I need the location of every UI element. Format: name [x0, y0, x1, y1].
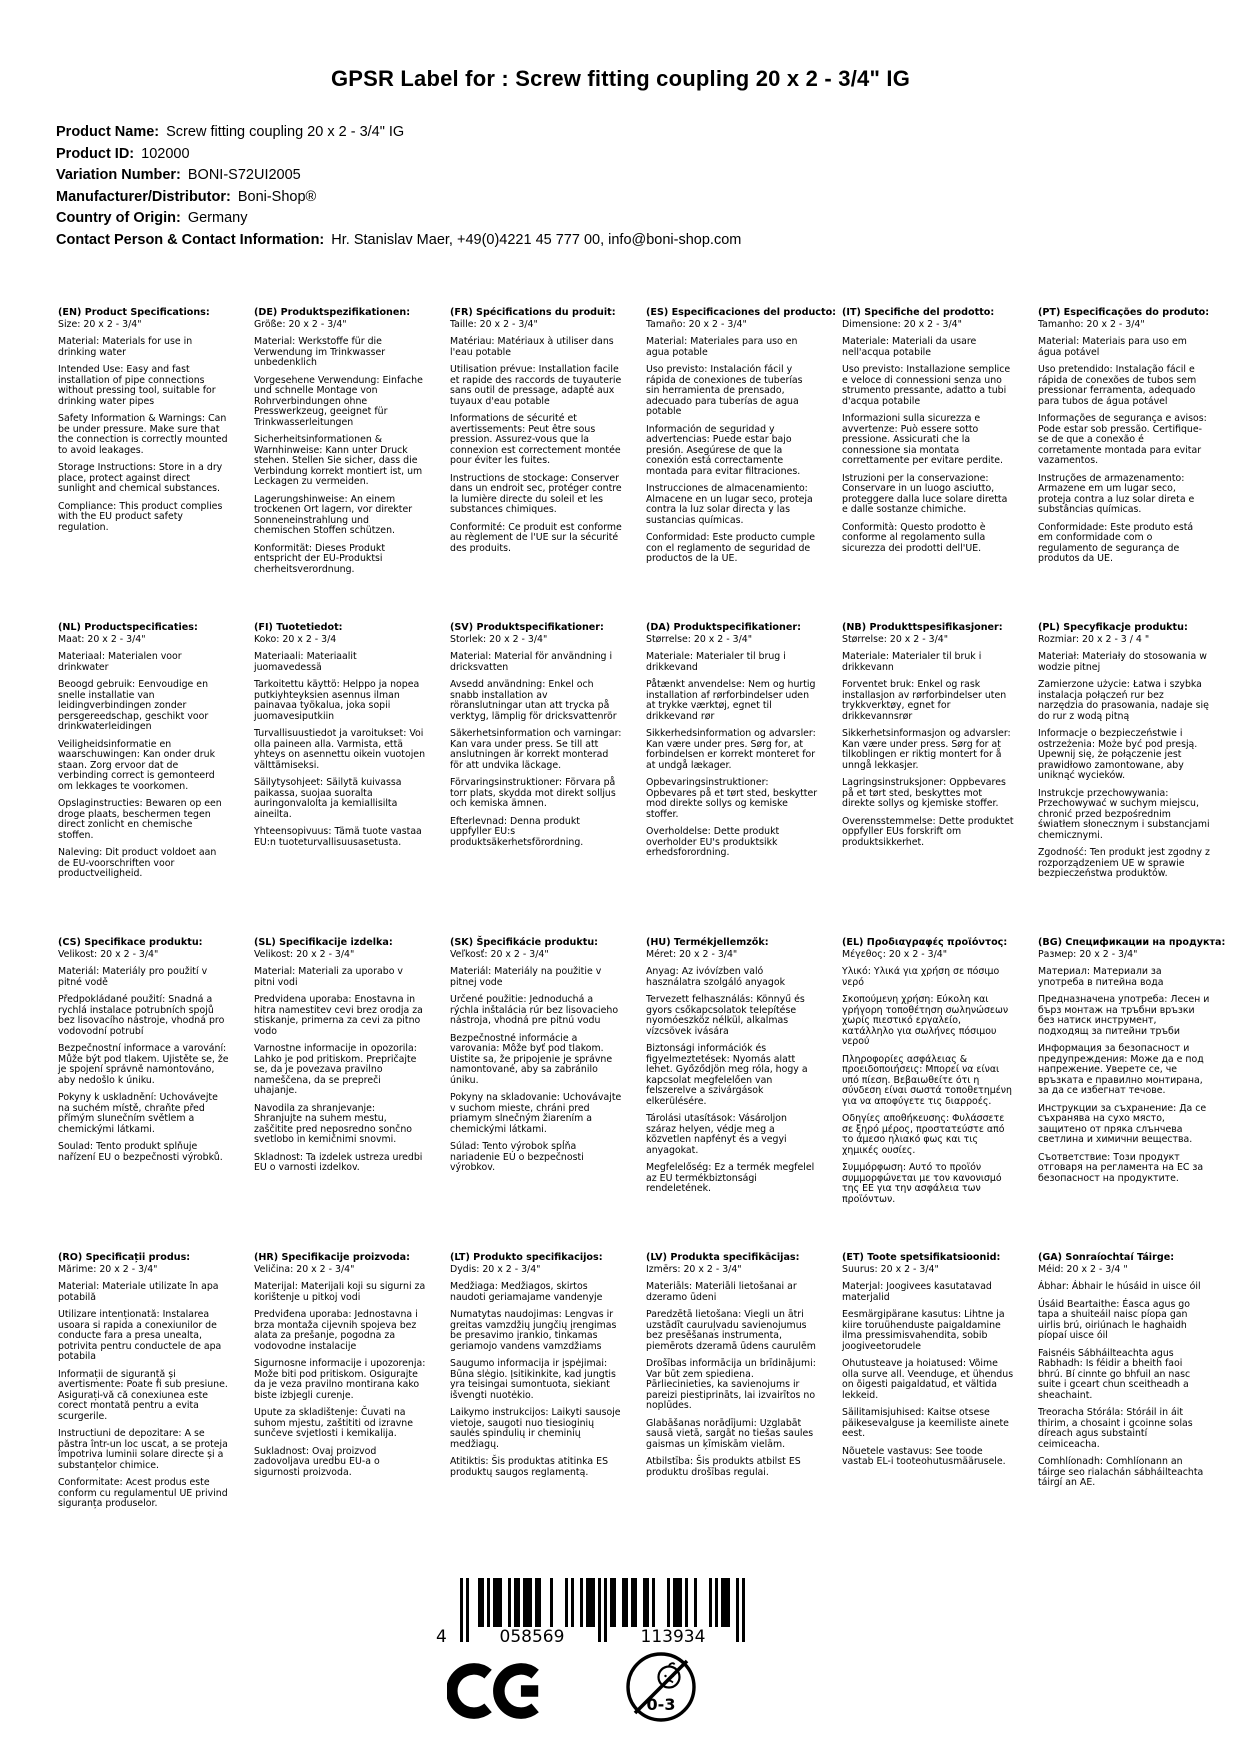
block-paragraph: Materjal: Joogivees kasutatavad materjalid [842, 1281, 992, 1303]
product-info-value: Hr. Stanislav Maer, +49(0)4221 45 777 00, info@boni-shop.com [331, 231, 742, 248]
block-paragraph: Koko: 20 x 2 - 3/4 [254, 633, 337, 645]
block-paragraph: Dimensione: 20 x 2 - 3/4" [842, 318, 962, 330]
language-block-lt [450, 1253, 622, 1568]
block-paragraph: Rozmiar: 20 x 2 - 3 / 4 " [1038, 633, 1150, 645]
age-warning-0-3-icon [624, 1650, 698, 1724]
block-paragraph: Predviđena uporaba: Jednostavna i brza montaža cijevnih spojeva bez alata za prešanje, pogodna za vodovodne instalacije [254, 1309, 418, 1352]
block-paragraph: Suurus: 20 x 2 - 3/4" [842, 1263, 939, 1275]
barcode-left-digits: 058569 [469, 1627, 595, 1647]
block-paragraph: Navodila za shranjevanje: Shranjujte na suhem mestu, zaščitite pred neposredno sončno svetlobo in kemičnimi snovmi. [254, 1102, 413, 1146]
product-info-value: Germany [187, 210, 248, 226]
block-paragraph: Soulad: Tento produkt splňuje nařízení EU o bezpečnosti výrobků. [58, 1141, 223, 1163]
block-paragraph: Material: Materiale utilizate în apa potabilă [58, 1281, 219, 1303]
language-block-da [646, 623, 818, 938]
block-paragraph: Materiale: Materialer til brug i drikkevand [646, 651, 786, 673]
block-paragraph: Materiál: Materiály na použitie v pitnej vode [450, 966, 602, 988]
block-paragraph: Säkerhetsinformation och varningar: Kan vara under press. Se till att anslutningen är korrekt monterad för att undvika läckage. [450, 728, 622, 771]
block-header: (DE) Produktspezifikationen: [254, 307, 411, 318]
block-header: (ES) Especificaciones del producto: [646, 307, 837, 318]
block-paragraph: Υλικό: Υλικά για χρήση σε πόσιμο νερό [842, 966, 1000, 988]
block-header: (ET) Toote spetsifikatsioonid: [842, 1252, 1001, 1263]
block-paragraph: Drošības informācija un brīdinājumi: Var būt zem spiediena. Pārliecinieties, ka savienojums ir pareizi piestiprināts, lai izvairītos no noplūdes. [646, 1358, 816, 1412]
block-paragraph: Overholdelse: Dette produkt overholder EU's produktsikk erhedsforordning. [646, 826, 780, 859]
block-paragraph: Taille: 20 x 2 - 3/4" [450, 318, 538, 330]
block-paragraph: Instruções de armazenamento: Armazene em um lugar seco, proteja contra a luz solar direta e substâncias químicas. [1038, 472, 1195, 516]
block-paragraph: Sukladnost: Ovaj proizvod zadovoljava uredbu EU-a o sigurnosti proizvoda. [254, 1445, 380, 1478]
product-info-label: Contact Person & Contact Information: [56, 231, 325, 248]
block-paragraph: Инструкции за съхранение: Да се съхранява на сухо място, защитено от пряка слънчева светлина и химични вещества. [1038, 1102, 1207, 1146]
block-paragraph: Conformitate: Acest produs este conform cu regulamentul UE privind siguranța produselor. [58, 1477, 228, 1510]
block-paragraph: Forventet bruk: Enkel og rask installasjon av rørforbindelser uten trykkverktøy, egnet for drikkevannsrør [842, 679, 1007, 722]
language-block-fr [450, 308, 622, 623]
block-paragraph: Säilytysohjeet: Säilytä kuivassa paikassa, suojaa suoralta auringonvalolta ja kemiallisilta aineilta. [254, 777, 402, 820]
block-paragraph: Upute za skladištenje: Čuvati na suhom mjestu, zaštititi od izravne sunčeve svjetlosti i kemikalija. [254, 1407, 414, 1440]
block-paragraph: Sigurnosne informacije i upozorenja: Može biti pod pritiskom. Osigurajte da je veza pravilno montirana kako biste izbjegli curenje. [254, 1358, 426, 1401]
block-header: (NL) Productspecificaties: [58, 622, 198, 633]
block-paragraph: Dydis: 20 x 2 - 3/4" [450, 1263, 541, 1275]
block-paragraph: Glabāšanas norādījumi: Uzglabāt sausā vietā, sargāt no tiešas saules gaismas un ķīmiskām vielām. [646, 1417, 814, 1450]
product-info-value: Boni-Shop® [237, 188, 317, 205]
block-paragraph: Förvaringsinstruktioner: Förvara på torr plats, skydda mot direkt solljus och kemiska ämnen. [450, 777, 616, 810]
block-paragraph: Conformité: Ce produit est conforme au règlement de l'UE sur la sécurité des produits. [450, 521, 622, 554]
block-paragraph: Storlek: 20 x 2 - 3/4" [450, 633, 548, 645]
block-paragraph: Material: Materiais para uso em água potável [1038, 336, 1187, 358]
block-paragraph: Bezpečnostné informácie a varovania: Môže byť pod tlakom. Uistite sa, že pripojenie je správne namontované, aby sa zabránilo úniku. [450, 1032, 613, 1086]
block-header: (DA) Produktspecifikationer: [646, 622, 801, 633]
block-paragraph: Material: Werkstoffe für die Verwendung im Trinkwasser unbedenklich [254, 336, 386, 369]
language-block-it [842, 308, 1014, 623]
block-paragraph: Megfelelőség: Ez a termék megfelel az EU termékbiztonsági rendeletének. [646, 1162, 815, 1195]
block-header: (FI) Tuotetiedot: [254, 622, 343, 633]
language-block-bg [1038, 937, 1226, 1253]
block-header: (FR) Spécifications du produit: [450, 307, 616, 318]
language-block-et [842, 1253, 1014, 1568]
product-info-row [56, 144, 741, 166]
product-info-row [56, 122, 741, 144]
page-title: GPSR Label for : Screw fitting coupling 20 x 2 - 3/4" IG [330, 66, 911, 91]
block-paragraph: Størrelse: 20 x 2 - 3/4" [646, 633, 753, 645]
block-paragraph: Súlad: Tento výrobok spĺňa nariadenie EÚ o bezpečnosti výrobkov. [450, 1141, 584, 1174]
language-block-ro [58, 1253, 230, 1568]
block-paragraph: Laikymo instrukcijos: Laikyti sausoje vietoje, saugoti nuo tiesioginių saulės spindulių ir cheminių medžiagų. [450, 1407, 621, 1450]
block-header: (EL) Προδιαγραφές προϊόντος: [842, 937, 1008, 948]
block-paragraph: Materiaali: Materiaalit juomavedessä [254, 651, 357, 673]
block-paragraph: Velikost: 20 x 2 - 3/4" [58, 948, 159, 960]
language-block-pt [1038, 308, 1210, 623]
block-header: (SL) Specifikacije izdelka: [254, 937, 393, 948]
block-paragraph: Faisnéis Sábháilteachta agus Rabhadh: Is féidir a bheith faoi bhrú. Bí cinnte go bhfuil an nasc suite i gceart chun sceitheadh a sheachaint. [1038, 1347, 1191, 1401]
block-paragraph: Lagringsinstruksjoner: Oppbevares på et tørt sted, beskyttes mot direkte sollys og kjemiske stoffer. [842, 777, 1006, 810]
block-paragraph: Velikost: 20 x 2 - 3/4" [254, 948, 355, 960]
block-paragraph: Materiał: Materiały do stosowania w wodzie pitnej [1038, 651, 1207, 673]
block-paragraph: Информация за безопасност и предупреждения: Може да е под напрежение. Уверете се, че връзката е правилно монтирана, за да се избегнат течове. [1038, 1043, 1204, 1097]
block-paragraph: Beoogd gebruik: Eenvoudige en snelle installatie van leidingverbindingen zonder persgereedschap, geschikt voor drinkwaterleidingen [58, 679, 209, 733]
block-paragraph: Treoracha Stórála: Stóráil in áit thirim, a chosaint i gcoinne solas díreach agus substaintí ceimiceacha. [1038, 1407, 1193, 1450]
block-paragraph: Πληροφορίες ασφάλειας & προειδοποιήσεις: Μπορεί να είναι υπό πίεση. Βεβαιωθείτε ότι η σύνδεση είναι σωστά τοποθετημένη για να αποφύγετε τις διαρροές. [842, 1053, 1012, 1107]
block-header: (EN) Product Specifications: [58, 307, 210, 318]
block-paragraph: Atbilstība: Šis produkts atbilst ES produktu drošības regulai. [646, 1456, 801, 1478]
block-paragraph: Saugumo informacija ir įspėjimai: Būna slėgio. Įsitikinkite, kad jungtis yra teisingai sumontuota, siekiant išvengti nuotėkio. [450, 1358, 616, 1401]
block-header: (SV) Produktspecifikationer: [450, 622, 604, 633]
block-paragraph: Istruzioni per la conservazione: Conservare in un luogo asciutto, proteggere dalla luce solare diretta e dalle sostanze chimiche. [842, 472, 1008, 516]
block-paragraph: Izmērs: 20 x 2 - 3/4" [646, 1263, 742, 1275]
block-paragraph: Conformità: Questo prodotto è conforme al regolamento sulla sicurezza dei prodotti dell'UE. [842, 521, 986, 554]
block-paragraph: Pokyny na skladovanie: Uchovávajte v suchom mieste, chráni pred priamym slnečným žiarením a chemickými látkami. [450, 1092, 622, 1135]
block-header: (LT) Produkto specifikacijos: [450, 1252, 603, 1263]
block-paragraph: Atitiktis: Šis produktas atitinka ES produktų saugos reglamentą. [450, 1456, 609, 1478]
language-block-ga [1038, 1253, 1210, 1568]
block-paragraph: Μέγεθος: 20 x 2 - 3/4" [842, 948, 948, 960]
block-paragraph: Méid: 20 x 2 - 3/4 " [1038, 1263, 1128, 1275]
language-block-nl [58, 623, 230, 938]
block-paragraph: Zgodność: Ten produkt jest zgodny z rozporządzeniem UE w sprawie bezpieczeństwa produktów. [1038, 847, 1210, 880]
block-paragraph: Sikkerhedsinformation og advarsler: Kan være under pres. Sørg for, at forbindelsen er korrekt monteret for at undgå lækager. [646, 728, 816, 771]
product-info-value: Screw fitting coupling 20 x 2 - 3/4" IG [166, 124, 405, 140]
ean-barcode [438, 1578, 750, 1650]
block-paragraph: Medžiaga: Medžiagos, skirtos naudoti geriamajame vandenyje [450, 1281, 603, 1303]
block-paragraph: Conformidad: Este producto cumple con el reglamento de seguridad de productos de la UE. [646, 532, 816, 565]
block-paragraph: Uso pretendido: Instalação fácil e rápida de conexões de tubos sem pressionar ferramenta, adequado para tubos de água potável [1038, 364, 1197, 407]
block-header: (PT) Especificações do produto: [1038, 307, 1210, 318]
block-paragraph: Size: 20 x 2 - 3/4" [58, 318, 142, 330]
block-paragraph: Tárolási utasítások: Vásároljon száraz helyen, védje meg a közvetlen napfényt és a vegyi anyagokat. [646, 1113, 787, 1156]
block-paragraph: Instructiuni de depozitare: A se păstra într-un loc uscat, a se proteja împotriva luminii solare directe și a substanțelor chimice. [58, 1428, 228, 1471]
language-block-sl [254, 938, 426, 1253]
block-paragraph: Určené použitie: Jednoduchá a rýchla inštalácia rúr bez lisovacieho nástroja, vhodná pre pitnú vodu [450, 994, 619, 1027]
block-paragraph: Información de seguridad y advertencias: Puede estar bajo presión. Asegúrese de que la conexión está correctamente montada para evitar filtraciones. [646, 423, 801, 477]
block-paragraph: Instrucciones de almacenamiento: Almacene en un lugar seco, proteja contra la luz solar directa y las sustancias químicas. [646, 483, 813, 526]
block-paragraph: Avsedd användning: Enkel och snabb installation av röranslutningar utan att trycka på verktyg, lämplig för dricksvattenrör [450, 679, 617, 722]
block-paragraph: Tarkoitettu käyttö: Helppo ja nopea putkiyhteyksien asennus ilman painavaa työkalua, joka sopii juomavesiputkiin [254, 679, 420, 722]
block-paragraph: Předpokládané použití: Snadná a rychlá instalace potrubních spojů bez lisovacího nástroje, vhodná pro vodovodní potrubí [58, 994, 225, 1037]
language-block-es [646, 307, 837, 623]
product-info-label: Manufacturer/Distributor: [56, 188, 231, 205]
product-info-row [56, 187, 741, 209]
block-paragraph: Материал: Материали за употреба в питейна вода [1038, 966, 1164, 988]
product-info-row [56, 165, 741, 187]
block-paragraph: Informações de segurança e avisos: Pode estar sob pressão. Certifique-se de que a conexão é corretamente montada para evitar vazamentos. [1038, 413, 1207, 467]
barcode-first-digit: 4 [436, 1627, 447, 1647]
block-paragraph: Pokyny k uskladnění: Uchovávejte na suchém místě, chraňte před přímým slunečním světlem a chemickými látkami. [58, 1092, 218, 1135]
block-header: (LV) Produkta specifikācijas: [646, 1252, 800, 1263]
block-paragraph: Ábhar: Ábhair le húsáid in uisce óil [1038, 1281, 1201, 1293]
block-paragraph: Materijal: Materijali koji su sigurni za korištenje u pitkoj vodi [254, 1281, 426, 1303]
block-paragraph: Turvallisuustiedot ja varoitukset: Voi olla paineen alla. Varmista, että yhteys on asennettu oikein vuotojen välttämiseksi. [254, 728, 426, 771]
block-paragraph: Bezpečnostní informace a varování: Může být pod tlakem. Ujistěte se, že je spojení správně namontováno, aby nedošlo k úniku. [58, 1043, 229, 1086]
block-paragraph: Sicherheitsinformationen & Warnhinweise: Kann unter Druck stehen. Stellen Sie sicher, dass die Verbindung korrekt montiert ist, um Leckagen zu vermeiden. [254, 434, 423, 488]
block-paragraph: Matériau: Matériaux à utiliser dans l'eau potable [450, 336, 614, 358]
block-paragraph: Съответствие: Този продукт отговаря на регламента на ЕС за безопасност на продуктите. [1038, 1151, 1204, 1184]
block-paragraph: Yhteensopivuus: Tämä tuote vastaa EU:n tuoteturvallisuusasetusta. [254, 826, 422, 848]
block-paragraph: Utilisation prévue: Installation facile et rapide des raccords de tuyauterie sans outil de pressage, adapté aux tuyaux d'eau potable [450, 364, 622, 407]
product-info-label: Product Name: [56, 124, 160, 140]
block-paragraph: Safety Information & Warnings: Can be under pressure. Make sure that the connection is correctly mounted to avoid leakages. [58, 413, 228, 456]
language-block-hu [646, 938, 818, 1253]
product-info-value: 102000 [141, 145, 190, 162]
block-paragraph: Sikkerhetsinformasjon og advarsler: Kan være under press. Sørg for at tilkoblingen er riktig montert for å unngå lekkasjer. [842, 728, 1011, 771]
block-paragraph: Efterlevnad: Denna produkt uppfyller EU:s produktsäkerhetsförordning. [450, 815, 584, 848]
product-info-value: BONI-S72UI2005 [187, 167, 301, 183]
block-paragraph: Vorgesehene Verwendung: Einfache und schnelle Montage von Rohrverbindungen ohne Presswerkzeug, geeignet für Trinkwasserleitungen [254, 374, 423, 428]
block-paragraph: Compliance: This product complies with the EU product safety regulation. [58, 500, 223, 533]
block-paragraph: Material: Materiales para uso en agua potable [646, 336, 798, 358]
language-block-fi [254, 623, 426, 938]
block-paragraph: Säilitamisjuhised: Kaitse otsese päikesevalguse ja keemiliste ainete eest. [842, 1407, 1009, 1440]
product-info-label: Country of Origin: [56, 210, 181, 226]
block-paragraph: Biztonsági információk és figyelmeztetések: Nyomás alatt lehet. Győződjön meg róla, hogy a kapcsolat megfelelően van felszerelve a szivárgások elkerülésére. [646, 1043, 808, 1107]
language-block-cs [58, 938, 230, 1253]
block-paragraph: Informations de sécurité et avertissements: Peut être sous pression. Assurez-vous que la connexion est correctement montée pour éviter les fuites. [450, 413, 621, 467]
block-paragraph: Materiale: Materialer til bruk i drikkevann [842, 651, 982, 673]
block-header: (SK) Špecifikácie produktu: [450, 937, 599, 948]
block-paragraph: Predvidena uporaba: Enostavna in hitra namestitev cevi brez orodja za stiskanje, primerna za cevi za pitno vodo [254, 994, 423, 1037]
language-block-de [254, 308, 426, 623]
language-block-sk [450, 938, 622, 1253]
block-paragraph: Lagerungshinweise: An einem trockenen Ort lagern, vor direkter Sonneneinstrahlung und chemischen Stoffen schützen. [254, 493, 413, 537]
block-paragraph: Σκοπούμενη χρήση: Εύκολη και γρήγορη τοποθέτηση σωληνώσεων χωρίς πιεστικό εργαλείο, κατάλληλο για σωλήνες πόσιμου νερού [842, 994, 1009, 1048]
product-info-label: Product ID: [56, 145, 135, 162]
block-header: (IT) Specifiche del prodotto: [842, 307, 995, 318]
block-paragraph: Material: Material för användning i dricksvatten [450, 651, 613, 673]
block-header: (HR) Specifikacije proizvoda: [254, 1252, 410, 1263]
ce-mark-icon [447, 1660, 543, 1722]
block-paragraph: Størrelse: 20 x 2 - 3/4" [842, 633, 949, 645]
product-info [56, 122, 741, 251]
language-block-lv [646, 1253, 818, 1568]
block-paragraph: Uso previsto: Installazione semplice e veloce di connessioni senza uno strumento pressante, adatto a tubi d'acqua potabile [842, 364, 1011, 407]
language-block-hr [254, 1253, 426, 1568]
block-paragraph: Conformidade: Este produto está em conformidade com o regulamento de segurança de produtos da UE. [1038, 521, 1194, 565]
block-paragraph: Veľkosť: 20 x 2 - 3/4" [450, 948, 549, 960]
block-paragraph: Tamaño: 20 x 2 - 3/4" [646, 318, 747, 330]
product-info-row [56, 230, 741, 252]
block-header: (HU) Termékjellemzők: [646, 937, 769, 948]
block-paragraph: Konformität: Dieses Produkt entspricht der EU-Produktsi cherheitsverordnung. [254, 542, 386, 575]
block-paragraph: Tamanho: 20 x 2 - 3/4" [1038, 318, 1145, 330]
language-block-el [842, 938, 1014, 1253]
block-paragraph: Paredzētā lietošana: Viegli un ātri uzstādīt cauruļvadu savienojumus bez presēšanas instrumenta, piemērots dzeramā ūdens caurulēm [646, 1309, 816, 1352]
block-paragraph: Uso previsto: Instalación fácil y rápida de conexiones de tuberías sin herramienta de prensado, adecuado para tuberías de agua potable [646, 364, 803, 418]
block-paragraph: Materiale: Materiali da usare nell'acqua potabile [842, 336, 977, 358]
block-header: (PL) Specyfikacje produktu: [1038, 622, 1188, 633]
block-paragraph: Mărime: 20 x 2 - 3/4" [58, 1263, 158, 1275]
block-paragraph: Instrukcje przechowywania: Przechowywać w suchym miejscu, chronić przed bezpośrednim światłem słonecznym i substancjami chemicznymi. [1038, 787, 1210, 841]
block-paragraph: Utilizare intenționată: Instalarea usoara si rapida a conexiunilor de conducte fara a presa unealta, potrivita pentru conductele de apa potabila [58, 1309, 222, 1363]
block-paragraph: Opbevaringsinstruktioner: Opbevares på et tørt sted, beskytter mod direkte sollys og kemiske stoffer. [646, 777, 818, 820]
language-block-en [58, 308, 230, 623]
block-paragraph: Comhlíonadh: Comhlíonann an táirge seo rialachán sábháilteachta táirgí an AE. [1038, 1456, 1204, 1489]
block-paragraph: Συμμόρφωση: Αυτό το προϊόν συμμορφώνεται με τον κανονισμό της ΕΕ για την ασφάλεια των προϊόντων. [842, 1162, 1002, 1205]
product-info-label: Variation Number: [56, 167, 181, 183]
block-paragraph: Tervezett felhasználás: Könnyű és gyors csőkapcsolatok telepítése nyomóeszköz nélkül, alkalmas vízcsövek ivására [646, 994, 805, 1037]
language-block-nb [842, 623, 1014, 938]
block-paragraph: Eesmärgipärane kasutus: Lihtne ja kiire toruühenduste paigaldamine ilma pressimisvahendita, sobib joogiveetorudele [842, 1309, 1005, 1352]
block-paragraph: Påtænkt anvendelse: Nem og hurtig installation af rørforbindelser uden at trykke værktøj, egnet til drikkevand rør [646, 679, 816, 722]
block-paragraph: Méret: 20 x 2 - 3/4" [646, 948, 738, 960]
block-paragraph: Úsáid Beartaithe: Éasca agus go tapa a shuiteáil naisc píopa gan uirlis brú, oiriúnach le haghaidh píopaí uisce óil [1038, 1298, 1190, 1342]
block-paragraph: Größe: 20 x 2 - 3/4" [254, 318, 347, 330]
block-paragraph: Informații de siguranță și avertismente: Poate fi sub presiune. Asigurați-vă că conexiunea este corect montată pentru a evita scurgerile. [58, 1368, 228, 1422]
block-paragraph: Предназначена употреба: Лесен и бърз монтаж на тръбни връзки без натиск инструмент, подходящ за питейни тръби [1038, 994, 1210, 1037]
block-paragraph: Materiál: Materiály pro použití v pitné vodě [58, 966, 208, 988]
block-header: (CS) Specifikace produktu: [58, 937, 203, 948]
block-paragraph: Intended Use: Easy and fast installation of pipe connections without pressing tool, suitable for drinking water pipes [58, 364, 216, 407]
block-paragraph: Veiligheidsinformatie en waarschuwingen: Kan onder druk staan. Zorg ervoor dat de verbinding correct is gemonteerd om lekkages te voorkomen. [58, 738, 216, 792]
block-paragraph: Material: Materiali za uporabo v pitni vodi [254, 966, 403, 988]
barcode-right-digits: 113934 [610, 1627, 736, 1647]
product-info-row [56, 208, 741, 230]
language-blocks-grid [58, 308, 1240, 1568]
block-header: (BG) Спецификации на продукта: [1038, 937, 1226, 948]
block-paragraph: Storage Instructions: Store in a dry place, protect against direct sunlight and chemical substances. [58, 462, 223, 495]
block-paragraph: Numatytas naudojimas: Lengvas ir greitas vamzdžių jungčių įrengimas be presavimo įrankio, tinkamas geriamojo vandens vamzdžiams [450, 1309, 617, 1352]
block-paragraph: Ohutusteave ja hoiatused: Võime olla surve all. Veenduge, et ühendus on õigesti paigaldatud, et vältida lekkeid. [842, 1358, 1014, 1401]
language-block-sv [450, 623, 622, 938]
block-paragraph: Overensstemmelse: Dette produktet oppfyller EUs forskrift om produktsikkerhet. [842, 815, 1014, 848]
block-paragraph: Οδηγίες αποθήκευσης: Φυλάσσετε σε ξηρό μέρος, προστατεύστε από το άμεσο ηλιακό φως και τις χημικές ουσίες. [842, 1113, 1005, 1156]
language-block-pl [1038, 623, 1210, 938]
block-paragraph: Informacje o bezpieczeństwie i ostrzeżenia: Może być pod presją. Upewnij się, że połączenie jest prawidłowo zamontowane, aby uniknąć wycieków. [1038, 728, 1198, 782]
block-paragraph: Varnostne informacije in opozorila: Lahko je pod pritiskom. Prepričajte se, da je povezava pravilno nameščena, da se prepreči uhajanje. [254, 1043, 417, 1097]
block-paragraph: Veličina: 20 x 2 - 3/4" [254, 1263, 355, 1275]
block-header: (RO) Specificații produs: [58, 1252, 191, 1263]
block-paragraph: Zamierzone użycie: Łatwa i szybka instalacja połączeń rur bez narzędzia do prasowania, nadaje się do rur z wodą pitną [1038, 679, 1209, 722]
block-paragraph: Informazioni sulla sicurezza e avvertenze: Può essere sotto pressione. Assicurati che la connessione sia montata correttamente per evitare perdite. [842, 413, 1004, 467]
block-paragraph: Nõuetele vastavus: See toode vastab EL-i tooteohutusmäärusele. [842, 1445, 1006, 1468]
block-paragraph: Skladnost: Ta izdelek ustreza uredbi EU o varnosti izdelkov. [254, 1151, 423, 1174]
age-warning-label: 0-3 [646, 1695, 676, 1714]
block-paragraph: Anyag: Az ivóvízben való használatra szolgáló anyagok [646, 966, 786, 988]
block-header: (GA) Sonraíochtaí Táirge: [1038, 1252, 1175, 1263]
block-paragraph: Размер: 20 x 2 - 3/4" [1038, 948, 1138, 960]
block-paragraph: Material: Materials for use in drinking water [58, 336, 193, 358]
block-paragraph: Instructions de stockage: Conserver dans un endroit sec, protéger contre la lumière directe du soleil et les substances chimiques. [450, 472, 622, 516]
block-header: (NB) Produkttspesifikasjoner: [842, 622, 1003, 633]
block-paragraph: Materiāls: Materiāli lietošanai ar dzeramo ūdeni [646, 1281, 797, 1303]
block-paragraph: Maat: 20 x 2 - 3/4" [58, 633, 146, 645]
block-paragraph: Materiaal: Materialen voor drinkwater [58, 651, 182, 673]
block-paragraph: Opslaginstructies: Bewaren op een droge plaats, beschermen tegen direct zonlicht en chemische stoffen. [58, 798, 222, 841]
block-paragraph: Naleving: Dit product voldoet aan de EU-voorschriften voor productveiligheid. [58, 847, 217, 880]
